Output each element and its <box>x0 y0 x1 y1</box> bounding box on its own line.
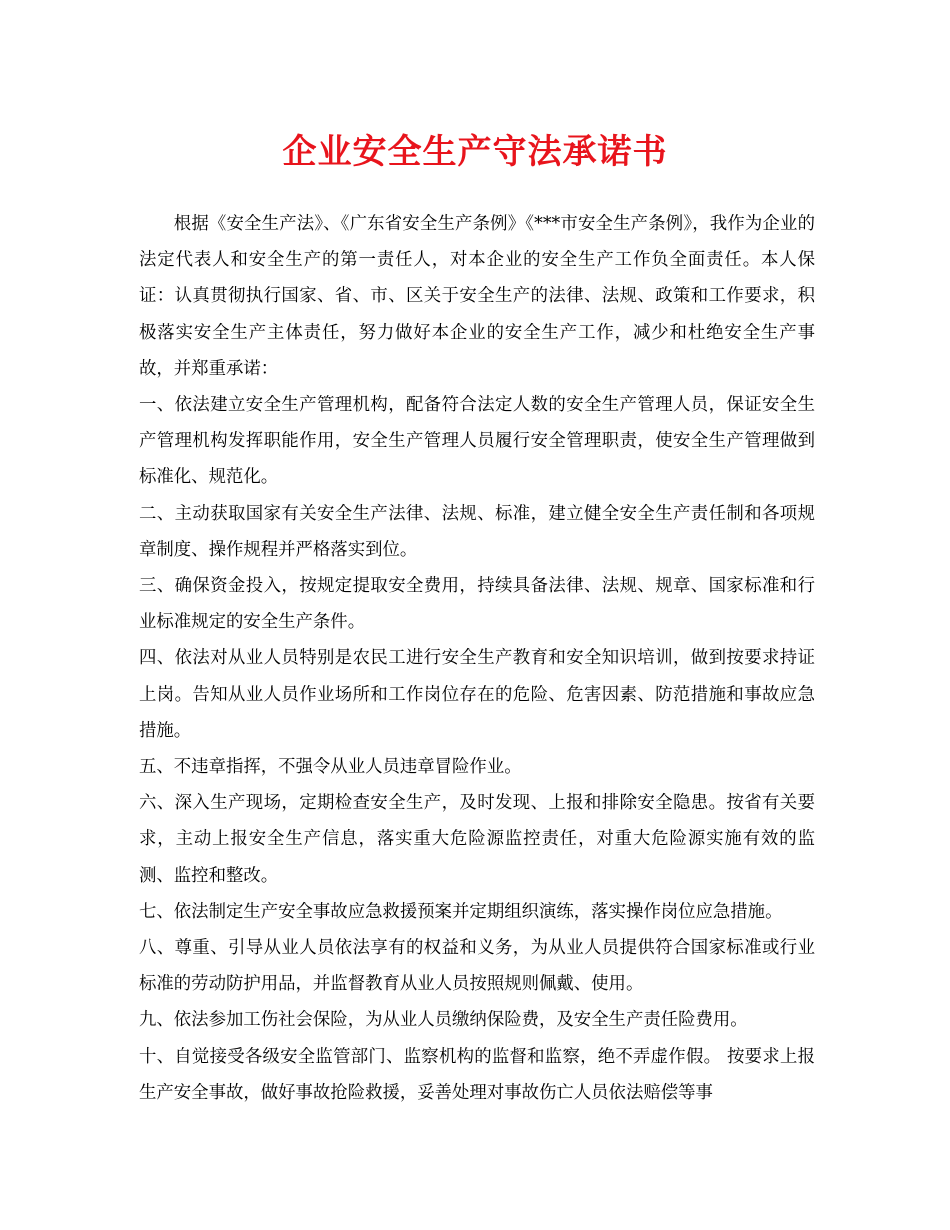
commitment-item-7: 七、依法制定生产安全事故应急救援预案并定期组织演练，落实操作岗位应急措施。 <box>139 901 783 922</box>
commitment-item-2: 二、主动获取国家有关安全生产法律、法规、标准，建立健全安全生产责任制和各项规章制度、操作规程并严格落实到位。 <box>139 503 815 560</box>
commitment-item-9: 九、依法参加工伤社会保险，为从业人员缴纳保险费，及安全生产责任险费用。 <box>139 1010 748 1031</box>
document-title: 企业安全生产守法承诺书 <box>282 132 668 172</box>
commitment-item-10: 十、自觉接受各级安全监管部门、监察机构的监督和监察，绝不弄虚作假。 按要求上报生产安全事故，做好事故抢险救援，妥善处理对事故伤亡人员依法赔偿等事 <box>139 1046 815 1103</box>
commitment-item-8: 八、尊重、引导从业人员依法享有的权益和义务，为从业人员提供符合国家标准或行业标准的劳动防护用品，并监督教育从业人员按照规则佩戴、使用。 <box>139 938 815 995</box>
commitment-item-1: 一、依法建立安全生产管理机构，配备符合法定人数的安全生产管理人员，保证安全生产管理机构发挥职能作用，安全生产管理人员履行安全管理职责，使安全生产管理做到标准化、规范化。 <box>139 395 815 488</box>
commitment-item-6: 六、深入生产现场，定期检查安全生产，及时发现、上报和排除安全隐患。按省有关要求，主动上报安全生产信息，落实重大危险源监控责任，对重大危险源实施有效的监测、监控和整改。 <box>139 793 815 886</box>
intro-paragraph: 根据《安全生产法》、《广东省安全生产条例》《***市安全生产条例》，我作为企业的法定代表人和安全生产的第一责任人，对本企业的安全生产工作负全面责任。本人保证：认真贯彻执行国家、省、市、区关于安全生产的法律、法规、政策和工作要求，积极落实安全生产主体责任，努力做好本企业的安全生产工作，减少和杜绝安全生产事故，并郑重承诺： <box>139 214 815 379</box>
commitment-item-5: 五、不违章指挥，不强令从业人员违章冒险作业。 <box>139 757 522 778</box>
document-body <box>139 206 815 1111</box>
commitment-item-4: 四、依法对从业人员特别是农民工进行安全生产教育和安全知识培训，做到按要求持证上岗。告知从业人员作业场所和工作岗位存在的危险、危害因素、防范措施和事故应急措施。 <box>139 648 815 741</box>
commitment-item-3: 三、确保资金投入，按规定提取安全费用，持续具备法律、法规、规章、国家标准和行业标准规定的安全生产条件。 <box>139 576 815 633</box>
